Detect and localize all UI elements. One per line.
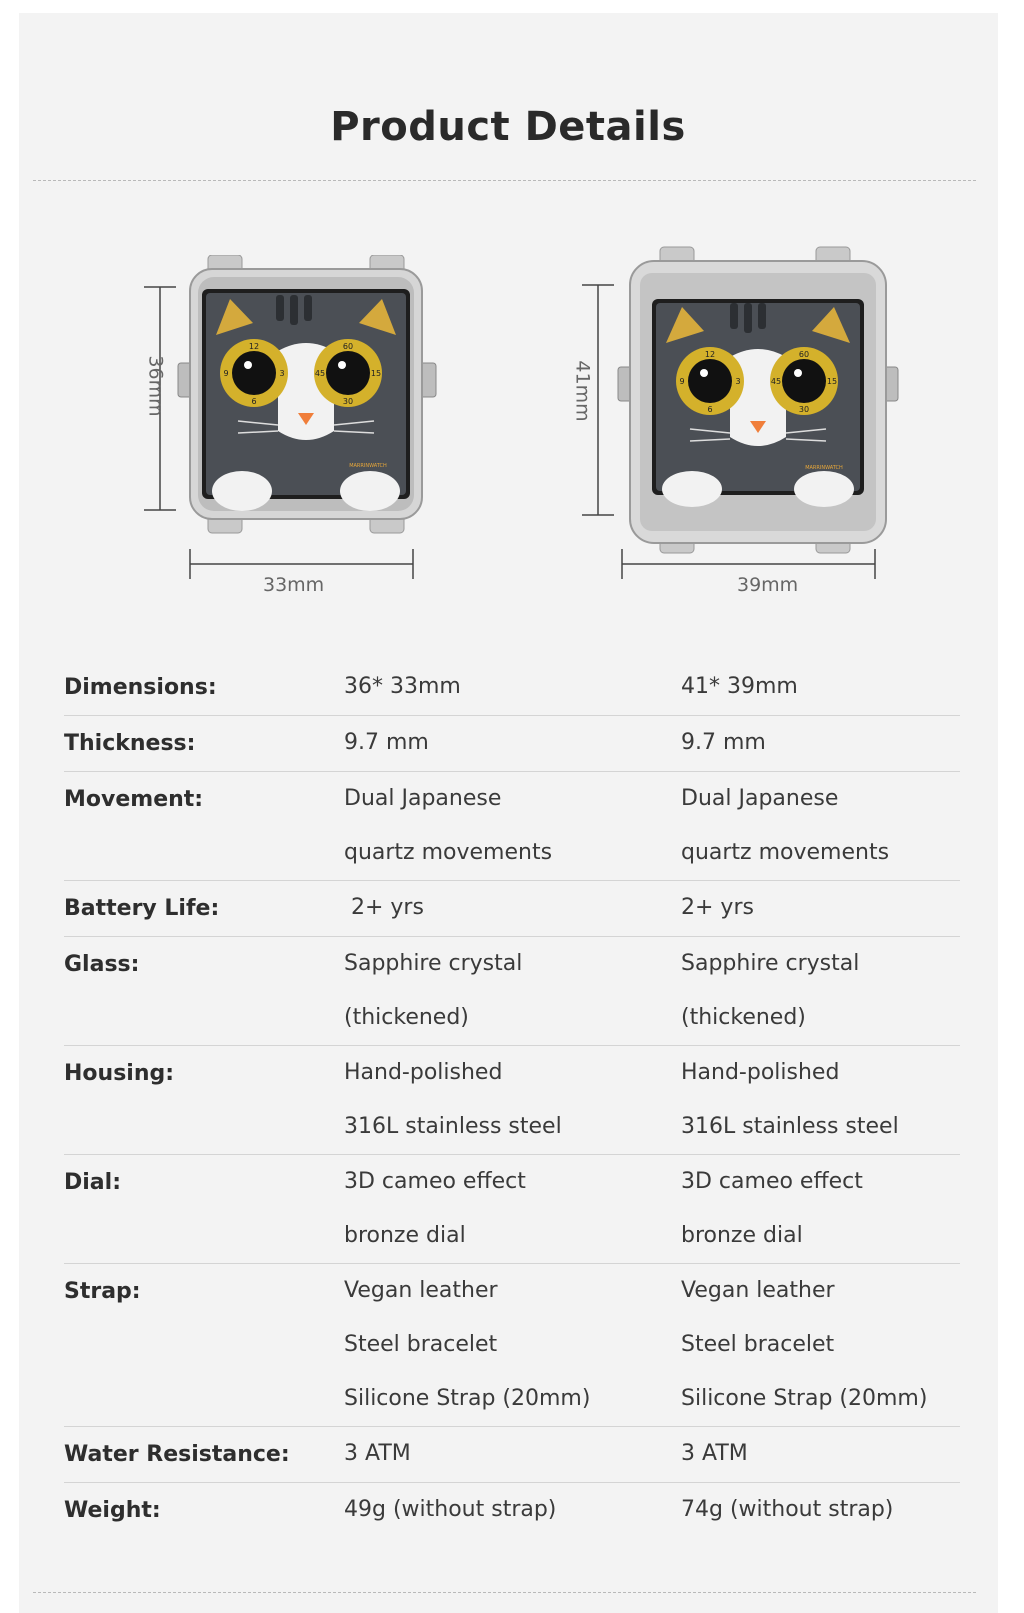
spec-label: Dial: [64, 1170, 121, 1195]
spec-value-large: 74g (without strap) [681, 1497, 894, 1522]
spec-value-small: 36* 33mm [344, 674, 461, 699]
spec-label: Housing: [64, 1061, 175, 1086]
spec-value-small: Steel bracelet [344, 1332, 498, 1357]
spec-value-small: quartz movements [344, 840, 553, 865]
spec-label: Dimensions: [64, 675, 217, 700]
spec-label: Glass: [64, 952, 140, 977]
svg-text:3: 3 [279, 369, 285, 378]
spec-row-movement [64, 772, 960, 881]
spec-value-large: Dual Japanese [681, 786, 839, 811]
spec-row-housing [64, 1046, 960, 1155]
svg-text:12: 12 [248, 342, 260, 351]
svg-text:45: 45 [770, 377, 782, 386]
spec-value-small: Dual Japanese [344, 786, 502, 811]
spec-value-large: quartz movements [681, 840, 890, 865]
spec-row-thickness [64, 716, 960, 772]
watch-large-image [570, 245, 930, 605]
height-label-small: 36mm [144, 355, 167, 417]
spec-row-dial [64, 1155, 960, 1264]
top-divider [33, 180, 976, 181]
spec-row-glass [64, 937, 960, 1046]
spec-label: Water Resistance: [64, 1442, 290, 1467]
svg-text:60: 60 [342, 342, 354, 351]
spec-value-large: Vegan leather [681, 1278, 835, 1303]
svg-text:12: 12 [704, 350, 716, 359]
spec-value-large: 9.7 mm [681, 730, 766, 755]
bottom-divider [33, 1592, 976, 1593]
spec-value-large: Steel bracelet [681, 1332, 835, 1357]
spec-label: Strap: [64, 1279, 141, 1304]
spec-value-small: 2+ yrs [344, 895, 424, 920]
svg-text:9: 9 [223, 369, 229, 378]
spec-value-large: bronze dial [681, 1223, 803, 1248]
spec-value-small: 49g (without strap) [344, 1497, 557, 1522]
spec-value-small: 3 ATM [344, 1441, 411, 1466]
spec-value-large: 3D cameo effect [681, 1169, 863, 1194]
spec-value-large: (thickened) [681, 1005, 806, 1030]
spec-value-large: 41* 39mm [681, 674, 798, 699]
spec-value-large: 3 ATM [681, 1441, 748, 1466]
watch-small-image [138, 255, 438, 605]
spec-label: Battery Life: [64, 896, 220, 921]
spec-label: Movement: [64, 787, 204, 812]
spec-value-large: Hand-polished [681, 1060, 840, 1085]
height-label-large: 41mm [571, 360, 594, 422]
specs-table [64, 660, 960, 1538]
spec-value-small: 316L stainless steel [344, 1114, 562, 1139]
svg-text:MARRINWATCH: MARRINWATCH [805, 465, 843, 471]
spec-row-strap [64, 1264, 960, 1427]
width-label-small: 33mm [263, 574, 325, 596]
svg-text:15: 15 [370, 369, 382, 378]
svg-text:3: 3 [735, 377, 741, 386]
svg-text:9: 9 [679, 377, 685, 386]
spec-row-dimensions [64, 660, 960, 716]
spec-value-small: (thickened) [344, 1005, 469, 1030]
spec-label: Thickness: [64, 731, 196, 756]
spec-value-small: Vegan leather [344, 1278, 498, 1303]
svg-text:MARRINWATCH: MARRINWATCH [349, 463, 387, 469]
width-label-large: 39mm [737, 574, 799, 596]
spec-value-small: 3D cameo effect [344, 1169, 526, 1194]
svg-text:30: 30 [798, 405, 810, 414]
spec-value-small: bronze dial [344, 1223, 466, 1248]
spec-value-small: Sapphire crystal [344, 951, 523, 976]
svg-text:60: 60 [798, 350, 810, 359]
spec-value-small: 9.7 mm [344, 730, 429, 755]
spec-value-large: Sapphire crystal [681, 951, 860, 976]
svg-text:6: 6 [251, 397, 257, 406]
spec-value-large: Silicone Strap (20mm) [681, 1386, 928, 1411]
svg-text:6: 6 [707, 405, 713, 414]
spec-row-battery-life [64, 881, 960, 937]
svg-text:15: 15 [826, 377, 838, 386]
spec-value-large: 2+ yrs [681, 895, 754, 920]
page-title: Product Details [330, 104, 686, 150]
spec-label: Weight: [64, 1498, 161, 1523]
spec-row-weight [64, 1483, 960, 1539]
svg-text:45: 45 [314, 369, 326, 378]
spec-value-small: Silicone Strap (20mm) [344, 1386, 591, 1411]
spec-value-small: Hand-polished [344, 1060, 503, 1085]
spec-value-large: 316L stainless steel [681, 1114, 899, 1139]
spec-row-water-resistance [64, 1427, 960, 1483]
svg-text:30: 30 [342, 397, 354, 406]
